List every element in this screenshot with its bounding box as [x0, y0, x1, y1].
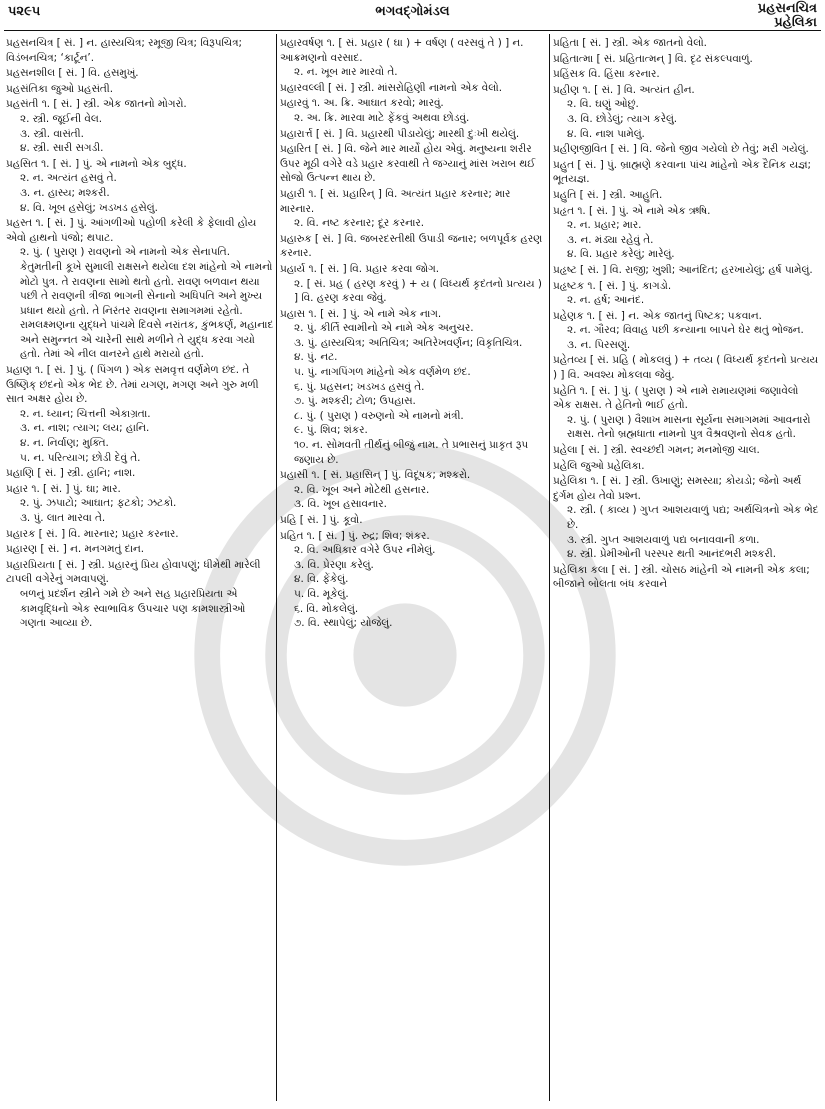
entry-definition: પ્રહસનશીલ [ સં. ] વિ. હસમુખું. — [6, 67, 139, 80]
dictionary-entry — [6, 363, 274, 465]
entry-sense: ૭. વિ. સ્થાપેલું; યોજેલું. — [294, 617, 393, 630]
dictionary-entry — [280, 513, 545, 528]
entry-definition: પ્રહસ્ત ૧. [ સં. ] પું. આંગળીઓ પહોળી કરેલી કે ફેલાવી હોય એવો હાથનો પંજો; થપાટ. — [6, 217, 257, 244]
entry-sense: ૨. સ્ત્રી. ( કાવ્ય ) ગુપ્ત આશયવાળું પદ્ય; અર્થચિત્રનો એક ભેદ છે. — [567, 504, 819, 531]
dictionary-entry — [553, 309, 819, 353]
entry-sense: ૫. પું. નાગપિંગળ માંહેનો એક વર્ણમેળ છંદ. — [294, 366, 471, 379]
entry-sense: ૬. વિ. મોકલેલું. — [294, 602, 359, 615]
entry-sense: ૫. વિ. મૂકેલું. — [294, 587, 349, 600]
entry-sense: ૨. ન. પ્રહાર; માર. — [567, 219, 642, 232]
entry-definition: પ્રહુતિ [ સં. ] સ્ત્રી. આહુતિ. — [553, 188, 663, 201]
dictionary-entry — [6, 527, 274, 542]
entry-sense: ૨. વિ. ખૂબ અને મોટેથી હસનાર. — [294, 483, 430, 496]
entry-definition: પ્રહસંતિકા જુઓ પ્રહસંતી. — [6, 82, 114, 95]
entry-definition: પ્રહેલિકા કલા [ સં. ] સ્ત્રી. ચોસઠ માંહેની એ નામની એક કલા; બીજાને બોલતા બંધ કરવાને — [553, 563, 810, 591]
entry-sense: ૭. પું. મશ્કરી; ટોળ; ઉપહાસ. — [294, 395, 416, 408]
dictionary-entry — [553, 459, 819, 474]
entry-definition: પ્રહાણ ૧. [ સં. ] પું. ( પિંગળ ) એક સમવૃત્ત વર્ણમેળ છંદ. તે ઉષ્ણિક્ છંદનો એક ભેદ છે. તેમાં યગણ, મગણ અને ગુરુ મળી સાત અક્ષર હોય છે. — [6, 364, 259, 406]
dictionary-entry — [280, 127, 545, 142]
dictionary-entry — [553, 563, 819, 592]
dictionary-entry — [6, 482, 274, 526]
entry-sense: ૬. પું. પ્રહસન; ખડખડ હસવું તે. — [294, 380, 425, 393]
guide-word-first: પ્રહસનચિત્ર — [757, 1, 817, 16]
entry-definition: પ્રહૃષ્ટક ૧. [ સં. ] પું. કાગડો. — [553, 279, 672, 292]
entry-sense: ૨. ન. ધ્યાન; ચિત્તની એકાગ્રતા. — [20, 407, 151, 420]
page-header — [0, 0, 825, 30]
column-divider — [549, 34, 550, 1101]
dictionary-entry — [280, 81, 545, 96]
entry-sense: ૨. ન. ખૂબ માર મારવો તે. — [294, 66, 398, 79]
dictionary-entry — [553, 204, 819, 262]
dictionary-entry — [553, 279, 819, 308]
entry-sense: ૪. સ્ત્રી. સારી સગડી. — [20, 142, 104, 155]
dictionary-entry — [553, 67, 819, 82]
entry-definition: પ્રહુત [ સં. ] પું. બ્રાહ્મણે કરવાના પાંચ માંહેનો એક દૈનિક યજ્ઞ; ભૂતયજ્ઞ. — [553, 158, 811, 186]
dictionary-entry — [553, 474, 819, 562]
entry-definition: પ્રહેતવ્ય [ સં. પ્રહિ ( મોકલવું ) + તવ્ય ( વિધ્યર્થ કૃદંતનો પ્રત્યય ) ] વિ. અવશ્ય મોકલવા જેવું. — [553, 354, 819, 382]
entry-sense: ૨. સ્ત્રી. જૂઈની વેલ. — [20, 112, 103, 125]
dictionary-entry — [6, 36, 274, 65]
entry-sense: ૩. પું. લાત મારવા તે. — [20, 512, 106, 524]
dictionary-entry — [6, 542, 274, 557]
entry-definition: પ્રહેણક ૧. [ સં. ] ન. એક જાતનું પિષ્ટક; પકવાન. — [553, 309, 762, 322]
page-number: પ૨૯૫ — [8, 4, 41, 19]
entry-definition: પ્રહારક [ સં. ] વિ. મારનાર; પ્રહાર કરનાર. — [6, 527, 179, 540]
entry-sense: ૩. ન. મંડ્યા રહેવું તે. — [567, 233, 654, 246]
dictionary-entry — [6, 82, 274, 97]
entry-sense: ૨. પું. ઝપાટો; આઘાત; ફટકો; ઝટકો. — [20, 497, 177, 510]
entry-definition: પ્રહૃષ્ટ [ સં. ] વિ. રાજી; ખુશી; આનંદિત; હરખાયેલું; હર્ષ પામેલું. — [553, 263, 813, 276]
dictionary-column-1 — [6, 36, 274, 632]
entry-definition: પ્રહીણજીવિત [ સં. ] વિ. જેનો જીવ ગયેલો છે તેવું; મરી ગયેલું. — [553, 143, 809, 156]
entry-sense: ૪. વિ. પ્રહાર કરેલું; મારેલું. — [567, 248, 675, 261]
entry-definition: પ્રહારી ૧. [ સં. પ્રહારિન્ ] વિ. અત્યંત પ્રહાર કરનાર; માર મારનાર. — [280, 187, 511, 215]
entry-definition: પ્રહેતિ ૧. [ સં. ] પું. ( પુરાણ ) એ નામે રામાયણમાં જણાવેલો એક રાક્ષસ. તે હેતિનો ભાઈ હતો. — [553, 384, 799, 412]
dictionary-entry — [553, 188, 819, 203]
column-divider — [276, 34, 277, 1101]
entry-definition: પ્રહારાર્ત્ત [ સં. ] વિ. પ્રહારથી પીડાયેલું; મારથી દુઃખી થયેલું. — [280, 127, 520, 140]
entry-sense: ૨. અ. ક્રિ. મારવા માટે ફેંકવું અથવા છોડવું. — [294, 111, 470, 124]
dictionary-entry — [553, 158, 819, 187]
entry-definition: પ્રહારણ [ સં. ] ન. મનગમતું દાન. — [6, 543, 145, 556]
dictionary-entry — [280, 529, 545, 631]
entry-sense: ૪. ન. નિર્વાણ; મુક્તિ. — [20, 437, 109, 450]
entry-definition: પ્રહિતાત્મા [ સં. પ્રહિતાત્મન્ ] વિ. દૃઢ સંકલ્પવાળું. — [553, 52, 753, 65]
entry-sense: ૧૦. ન. સોમવતી તીર્થનું બીજું નામ. તે પ્રભાસનું પ્રાકૃત રૂપ જણાય છે. — [294, 439, 529, 466]
entry-sense: ૩. સ્ત્રી. ગુપ્ત આશયવાળું પદ્ય બનાવવાની કળા. — [567, 533, 760, 546]
entry-definition: પ્રહારુક [ સં. ] વિ. જબરદસ્તીથી ઉપાડી જનાર; બળપૂર્વક હરણ કરનાર. — [280, 232, 543, 260]
entry-definition: પ્રહાસી ૧. [ સં. પ્રહાસિન્ ] પું. વિદૂષક; મશ્કરો. — [280, 469, 471, 482]
book-title: ભગવદ્ગોમંડલ — [375, 4, 450, 19]
dictionary-entry — [6, 97, 274, 155]
entry-definition: પ્રહીણ ૧. [ સં. ] વિ. અત્યંત હીન. — [553, 83, 695, 96]
entry-sense: ૨. ન. હર્ષ; આનંદ. — [567, 294, 645, 307]
entry-sense: ૩. વિ. ખૂબ હસાવનાર. — [294, 498, 387, 511]
dictionary-entry — [553, 52, 819, 67]
entry-definition: પ્રહેલિકા ૧. [ સં. ] સ્ત્રી. ઉખાણું; સમસ્યા; કોયડો; જેનો અર્થ દુર્ગમ હોય તેવો પ્રશ્ન. — [553, 475, 802, 502]
dictionary-entry — [6, 66, 274, 81]
entry-sense: ૨. પું. કીર્તિ સ્વામીનો એ નામે એક અનુચર. — [294, 322, 474, 335]
dictionary-entry — [280, 187, 545, 231]
entry-definition: પ્રહાણિ [ સં. ] સ્ત્રી. હાનિ; નાશ. — [6, 467, 136, 480]
entry-sense: ૩. ન. પિરસણું. — [567, 338, 631, 351]
entry-definition: પ્રહસિત ૧. [ સં. ] પું. એ નામનો એક બુદ્ધ. — [6, 157, 187, 170]
entry-definition: પ્રહિંસક વિ. હિંસા કરનાર. — [553, 68, 660, 81]
dictionary-entry — [553, 384, 819, 442]
dictionary-entry — [280, 468, 545, 512]
entry-definition: પ્રહસનચિત્ર [ સં. ] ન. હાસ્યચિત્ર; રમૂજી ચિત્ર; વિરૂપચિત્ર; વિડંબનચિત્ર; ‘કાર્ટૂન’. — [6, 37, 242, 64]
dictionary-entry — [280, 307, 545, 468]
dictionary-entry — [280, 232, 545, 261]
entry-sense: ૪. વિ. ફેંકેલું. — [294, 573, 349, 586]
dictionary-entry — [6, 157, 274, 215]
entry-definition: પ્રહારિત [ સં. ] વિ. જેને માર માર્યો હોય એવું. મનુષ્યના શરીર ઉપર મૂઠી વગેરે વડે પ્રહાર કરવાથી તે જગ્યાનું માંસ ખરાબ થઈ સોજો ઉત્પન્ન થાય છે. — [280, 143, 536, 185]
dictionary-entry — [280, 142, 545, 186]
entry-sense: ૨. પું. ( પુરાણ ) રાવણનો એ નામનો એક સેનાપતિ. કેતુમતીની કૂખે સુમાલી રાક્ષસને થયેલા દશ માંહેનો એ નામનો મોટો પુત્ર. તે રાવણના સામો થતો હતો. રાવણ બળવાન થયા પછી તે રાવણની ત્રીજા ભાગની સેનાનો અધિપતિ અને મુખ્ય પ્રધાન થયો હતો. તે નિરંતર રાવણના સમાગમમાં રહેતો. રામલક્ષ્મણના યુદ્ધને પાંચમે દિવસે નરાંતક, કુંભકર્ણ, મહાનાદ અને સમુન્નત એ ચારેની સાથે મળીને તે યુદ્ધ કરવા ગયો હતો. તેમાં એ નીલ વાનરને હાથે મરાયો હતો. — [20, 246, 274, 361]
dictionary-entry — [553, 443, 819, 458]
dictionary-entry — [280, 36, 545, 80]
entry-sense: ૨. [ સં. પ્રહ ( હરણ કરવું ) + ય ( વિધ્યર્થ કૃદંતનો પ્રત્યય ) ] વિ. હરણ કરવા જેવું. — [294, 277, 542, 305]
entry-sense: ૯. પું. શિવ; શંકર. — [294, 424, 368, 437]
entry-definition: પ્રહેલા [ સં. ] સ્ત્રી. સ્વચ્છંદી ગમન; મનમોજી ચાલ. — [553, 444, 760, 457]
guide-words — [758, 2, 817, 30]
dictionary-column-2 — [280, 36, 545, 632]
dictionary-entry — [553, 142, 819, 157]
dictionary-entry — [280, 262, 545, 306]
dictionary-entry — [553, 36, 819, 51]
entry-sense: ૫. ન. પરિત્યાગ; છોડી દેવું તે. — [20, 451, 141, 464]
entry-definition: પ્રહારવલ્લી [ સં. ] સ્ત્રી. માંસરોહિણી નામનો એક વેલો. — [280, 81, 503, 94]
entry-sense: ૪. પું. નટ. — [294, 351, 338, 364]
entry-sense: ૨. વિ. અધિકાર વગેરે ઉપર નીમેલું. — [294, 544, 436, 557]
entry-definition: પ્રહારવું ૧. અ. ક્રિ. આઘાત કરવો; મારવું. — [280, 97, 444, 110]
entry-sense: ૨. ન. અત્યંત હસવું તે. — [20, 172, 117, 185]
dictionary-entry — [6, 558, 274, 631]
entry-definition: પ્રહાર્ય ૧. [ સં. ] વિ. પ્રહાર કરવા જોગ. — [280, 262, 440, 275]
entry-definition: પ્રહારવર્ષણ ૧. [ સં. પ્રહાર ( ઘા ) + વર્ષણ ( વરસવું તે ) ] ન. આક્રમણનો વરસાદ. — [280, 37, 524, 64]
entry-definition: પ્રહાસ ૧. [ સં. ] પું. એ નામે એક નાગ. — [280, 307, 442, 320]
entry-definition: પ્રહૃત ૧. [ સં. ] પું. એ નામે એક ઋષિ. — [553, 204, 711, 217]
entry-sense: ૩. પું. હાસ્યચિત્ર; અતિચિત્ર; અતિરેખવર્ણન; વિકૃતિચિત્ર. — [294, 336, 523, 349]
entry-sense: ૩. સ્ત્રી. વાસંતી. — [20, 127, 84, 140]
entry-definition: પ્રહેલિ જુઓ પ્રહેલિકા. — [553, 459, 645, 472]
entry-definition: પ્રહિત ૧. [ સં. ] પું. રુદ્ર; શિવ; શંકર. — [280, 529, 430, 542]
entry-sense: ૨. ન. ગૌરવ; વિવાહ પછી કન્યાના બાપને ઘેર થતું ભોજન. — [567, 324, 804, 337]
entry-sense: ૨. વિ. નષ્ટ કરનાર; દૂર કરનાર. — [294, 217, 425, 230]
header-rule — [4, 30, 821, 31]
dictionary-column-3 — [553, 36, 819, 593]
entry-sense: ૪. સ્ત્રી. પ્રેમીઓની પરસ્પર થતી આનંદભરી મશ્કરી. — [567, 548, 777, 561]
dictionary-entry — [280, 96, 545, 125]
dictionary-entry — [6, 466, 274, 481]
entry-sense: ૨. પું. ( પુરાણ ) વૈશાખ માસના સૂર્યના સમાગમમાં આવનારો રાક્ષસ. તેનો બ્રહ્મધાતા નામનો પુત્ર વૈશ્રવણનો સેવક હતો. — [567, 413, 811, 441]
dictionary-entry — [6, 216, 274, 362]
entry-sense: ૪. વિ. નાશ પામેલું. — [567, 127, 645, 140]
dictionary-entry — [553, 353, 819, 382]
entry-sense: ૩. વિ. છોડેલું; ત્યાગ કરેલું. — [567, 112, 678, 125]
entry-sense: ૩. ન. હાસ્ય; મશ્કરી. — [20, 186, 110, 199]
entry-sense: ૩. ન. નાશ; ત્યાગ; લય; હાનિ. — [20, 422, 150, 435]
entry-definition: પ્રહાર ૧. [ સં. ] પું. ઘા; માર. — [6, 482, 121, 495]
entry-sense: ૮. પું. ( પુરાણ ) વરુણનો એ નામનો મંત્રી. — [294, 409, 464, 422]
entry-definition: પ્રહિતા [ સં. ] સ્ત્રી. એક જાતનો વેલો. — [553, 37, 707, 49]
entry-definition: પ્રહિ [ સં. ] પું. કૂવો. — [280, 514, 363, 526]
entry-sense: ૩. વિ. પ્રેરણા કરેલું. — [294, 558, 374, 571]
dictionary-entry — [553, 263, 819, 278]
entry-definition: પ્રહસંતી ૧. [ સં. ] સ્ત્રી. એક જાતનો મોગરો. — [6, 98, 187, 111]
entry-sense: બળનું પ્રદર્શન સ્ત્રીને ગમે છે અને સહ પ્રહારપ્રિયતા એ કામવૃદ્ધિનો એક સ્વાભાવિક ઉપચાર પણ કામશાસ્ત્રીઓ ગણતા આવ્યા છે. — [20, 587, 246, 630]
entry-sense: ૨. વિ. ઘણું ઓછું. — [567, 98, 639, 111]
entry-definition: પ્રહારપ્રિયતા [ સં. ] સ્ત્રી. પ્રહારનું પ્રિય હોવાપણું; ધીમેથી મારેલી ટાપલી વગેરેનું ગમવાપણું. — [6, 558, 261, 586]
entry-sense: ૪. વિ. ખૂબ હસેલું; ખડખડ હસેલું. — [20, 201, 158, 214]
guide-word-last: પ્રહેલિકા — [774, 15, 817, 30]
dictionary-entry — [553, 83, 819, 141]
